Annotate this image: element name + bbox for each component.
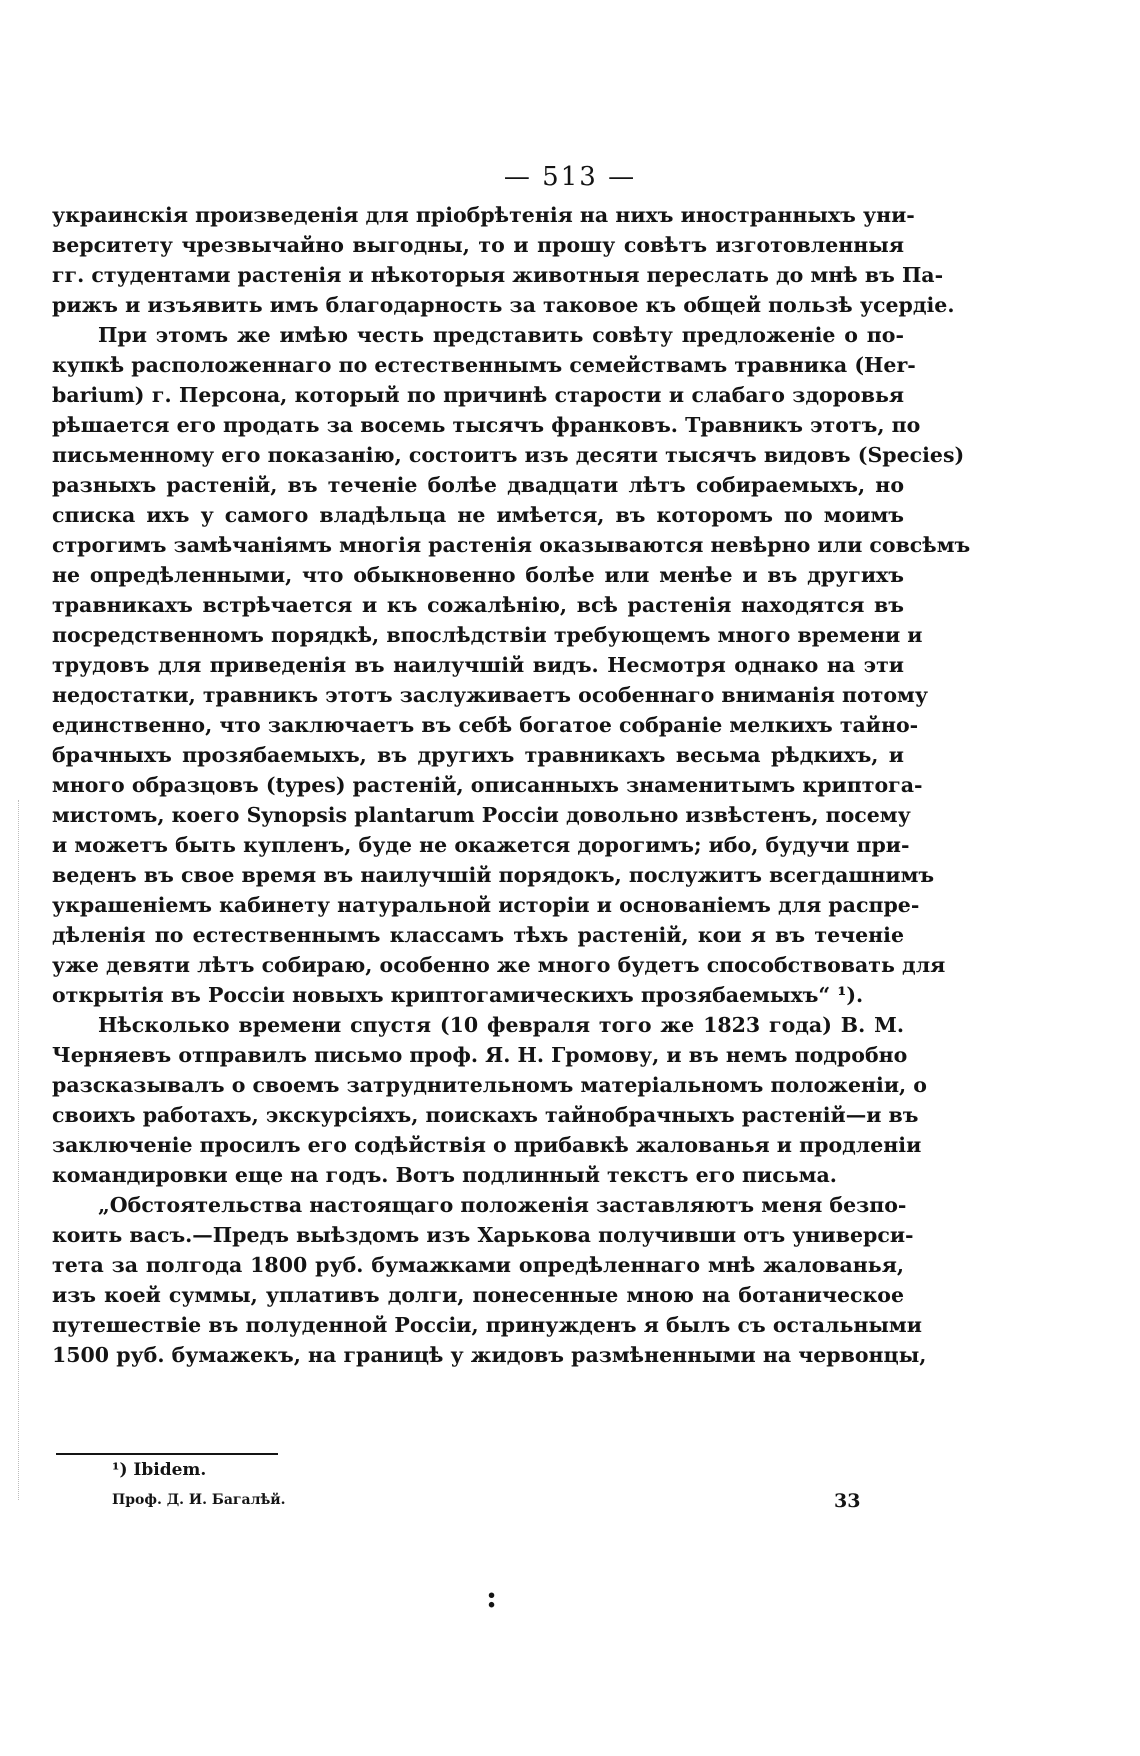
text-line: тета за полгода 1800 руб. бумажками опредѣленнаго мнѣ жалованья,: [52, 1253, 904, 1277]
text-line: 1500 руб. бумажекъ, на границѣ у жидовъ размѣненными на червонцы,: [52, 1343, 927, 1367]
text-line: Нѣсколько времени спустя (10 февраля того же 1823 года) В. М.: [98, 1013, 904, 1037]
text-line: украинскія произведенія для пріобрѣтенія на нихъ иностранныхъ уни-: [52, 203, 915, 227]
text-line: списка ихъ у самого владѣльца не имѣется, въ которомъ по моимъ: [52, 503, 904, 527]
text-line: командировки еще на годъ. Вотъ подлинный текстъ его письма.: [52, 1163, 837, 1187]
text-line: изъ коей суммы, уплативъ долги, понесенные мною на ботаническое: [52, 1283, 904, 1307]
text-line: заключеніе просилъ его содѣйствія о прибавкѣ жалованья и продленіи: [52, 1133, 922, 1157]
text-line: разсказывалъ о своемъ затруднительномъ матеріальномъ положеніи, о: [52, 1073, 927, 1097]
text-line: верситету чрезвычайно выгодны, то и прошу совѣтъ изготовленныя: [52, 233, 904, 257]
sheet-number: 33: [834, 1490, 861, 1512]
text-line: не опредѣленными, что обыкновенно болѣе или менѣе и въ другихъ: [52, 563, 904, 587]
text-line: травникахъ встрѣчается и къ сожалѣнію, всѣ растенія находятся въ: [52, 593, 904, 617]
text-line: При этомъ же имѣю честь представить совѣту предложеніе о по-: [98, 323, 904, 347]
text-line: посредственномъ порядкѣ, впослѣдствіи требующемъ много времени и: [52, 623, 923, 647]
text-line: дѣленія по естественнымъ классамъ тѣхъ растеній, кои я въ теченіе: [52, 923, 904, 947]
text-line: много образцовъ (types) растеній, описанныхъ знаменитымъ криптога-: [52, 773, 923, 797]
text-line: путешествіе въ полуденной Россіи, принужденъ я былъ съ остальными: [52, 1313, 922, 1337]
text-line: уже девяти лѣтъ собираю, особенно же много будетъ способствовать для: [52, 953, 946, 977]
text-line: строгимъ замѣчаніямъ многія растенія оказываются невѣрно или совсѣмъ: [52, 533, 971, 557]
page-number: — 513 —: [503, 162, 637, 192]
text-line: гг. студентами растенія и нѣкоторыя животныя переслать до мнѣ въ Па-: [52, 263, 944, 287]
text-line: рижъ и изъявить имъ благодарность за таковое къ общей пользѣ усердіе.: [52, 293, 955, 317]
footnote: ¹) Ibidem.: [112, 1460, 207, 1480]
text-line: своихъ работахъ, экскурсіяхъ, поискахъ тайнобрачныхъ растеній—и въ: [52, 1103, 919, 1127]
text-line: и можетъ быть купленъ, буде не окажется дорогимъ; ибо, будучи при-: [52, 833, 910, 857]
text-line: трудовъ для приведенія въ наилучшій видъ. Несмотря однако на эти: [52, 653, 904, 677]
text-line: брачныхъ прозябаемыхъ, въ другихъ травникахъ весьма рѣдкихъ, и: [52, 743, 904, 767]
text-line: веденъ въ свое время въ наилучшій порядокъ, послужитъ всегдашнимъ: [52, 863, 935, 887]
text-line: „Обстоятельства настоящаго положенія заставляютъ меня безпо-: [98, 1193, 907, 1217]
text-line: рѣшается его продать за восемь тысячъ франковъ. Травникъ этотъ, по: [52, 413, 921, 437]
text-line: украшеніемъ кабинету натуральной исторіи и основаніемъ для распре-: [52, 893, 920, 917]
printer-signature: Проф. Д. И. Багалѣй.: [112, 1492, 286, 1508]
text-line: единственно, что заключаетъ въ себѣ богатое собраніе мелкихъ тайно-: [52, 713, 919, 737]
text-line: купкѣ расположеннаго по естественнымъ семействамъ травника (Her-: [52, 353, 916, 377]
text-line: коить васъ.—Предъ выѣздомъ изъ Харькова получивши отъ универси-: [52, 1223, 914, 1247]
body-text: [52, 200, 971, 1370]
text-line: письменному его показанію, состоитъ изъ десяти тысячъ видовъ (Species): [52, 443, 965, 467]
footnote-rule: [56, 1453, 278, 1455]
text-line: barium) г. Персона, который по причинѣ старости и слабаго здоровья: [52, 383, 904, 407]
text-line: Черняевъ отправилъ письмо проф. Я. Н. Громову, и въ немъ подробно: [52, 1043, 908, 1067]
page-marker: :: [486, 1580, 498, 1615]
scan-edge-mark: [18, 800, 20, 1500]
text-line: открытія въ Россіи новыхъ криптогамическихъ прозябаемыхъ“ ¹).: [52, 983, 864, 1007]
text-line: мистомъ, коего Synopsis plantarum Россіи довольно извѣстенъ, посему: [52, 803, 911, 827]
text-line: разныхъ растеній, въ теченіе болѣе двадцати лѣтъ собираемыхъ, но: [52, 473, 904, 497]
text-line: недостатки, травникъ этотъ заслуживаетъ особеннаго вниманія потому: [52, 683, 928, 707]
